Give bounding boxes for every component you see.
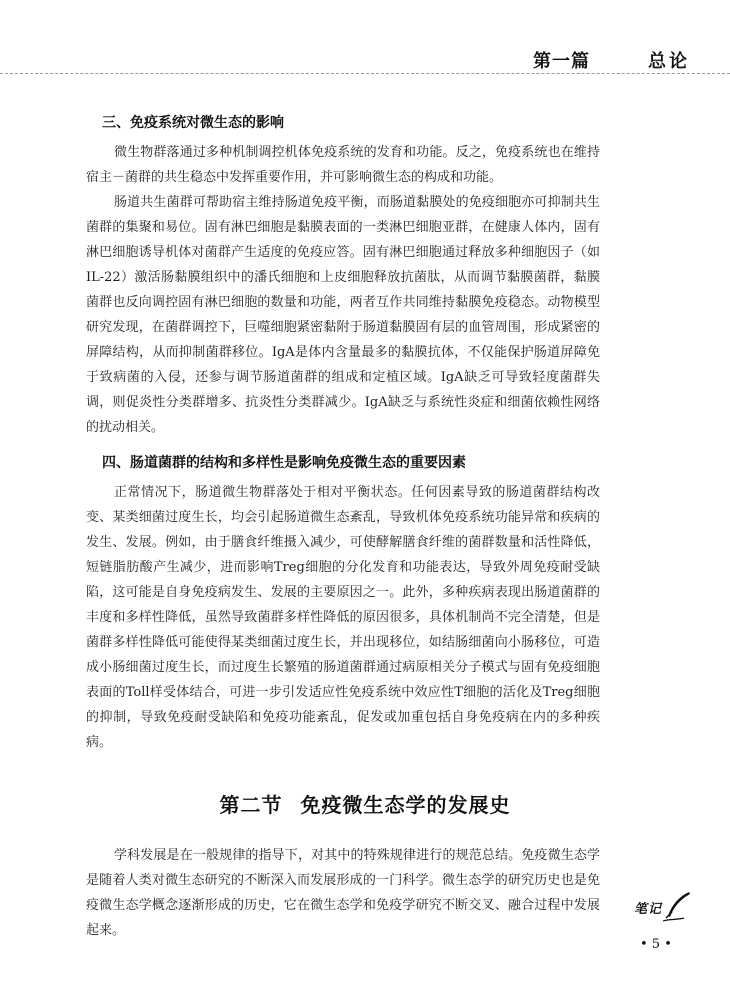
header-part: 第一篇 xyxy=(533,51,590,72)
section4-paragraph-1: 正常情况下，肠道微生物群落处于相对平衡状态。任何因素导致的肠道菌群结构改变、某类细菌过度生长，均会引起肠道微生态紊乱，导致机体免疫系统功能异常和疾病的发生、发展。例如，由于膳食纤维摄入减少，可使酵解膳食纤维的菌群数量和活性降低，短链脂肪酸产生减少，进而影响Treg细胞的分化发育和功能表达，导致外周免疫耐受缺陷，这可能是自身免疫病发生、发展的主要原因之一。此外，多种疾病表现出肠道菌群的丰度和多样性降低，虽然导致菌群多样性降低的原因很多，具体机制尚不完全清楚，但是菌群多样性降低可能使得某类细菌过度生长，并出现移位，如结肠细菌向小肠移位，可造成小肠细菌过度生长，而过度生长繁殖的肠道菌群通过病原相关分子模式与固有免疫细胞表面的Toll样受体结合，可进一步引发适应性免疫系统中效应性T细胞的活化及Treg细胞的抑制，导致免疫耐受缺陷和免疫功能紊乱，促发或加重包括自身免疫病在内的多种疾病。 xyxy=(86,485,600,750)
intro-content xyxy=(86,843,600,943)
section3-paragraph-2: 肠道共生菌群可帮助宿主维持肠道免疫平衡，而肠道黏膜处的免疫细胞亦可抑制共生菌群的集聚和易位。固有淋巴细胞是黏膜表面的一类淋巴细胞亚群，在健康人体内，固有淋巴细胞诱导机体对菌群产生适度的免疫应答。固有淋巴细胞通过释放多种细胞因子（如IL-22）激活肠黏膜组织中的潘氏细胞和上皮细胞释放抗菌肽，从而调节黏膜菌群，黏膜菌群也反向调控固有淋巴细胞的数量和功能，两者互作共同维持黏膜免疫稳态。动物模型研究发现，在菌群调控下，巨噬细胞紧密黏附于肠道黏膜固有层的血管周围，形成紧密的屏障结构，从而抑制菌群移位。IgA是体内含量最多的黏膜抗体，不仅能保护肠道屏障免于致病菌的入侵，还参与调节肠道菌群的组成和定植区域。IgA缺乏可导致轻度菌群失调，则促炎性分类群增多、抗炎性分类群减少。IgA缺乏与系统性炎症和细菌依赖性网络的扰动相关。 xyxy=(86,195,600,435)
intro-paragraph: 学科发展是在一般规律的指导下，对其中的特殊规律进行的规范总结。免疫微生态学是随着人类对微生态研究的不断深入而发展形成的一门科学。微生态学的研究历史也是免疫微生态学概念逐渐形成的历史，它在微生态学和免疫学研究不断交叉、融合过程中发展起来。 xyxy=(86,848,600,938)
section3-paragraph-1: 微生物群落通过多种机制调控机体免疫系统的发育和功能。反之，免疫系统也在维持宿主－菌群的共生稳态中发挥重要作用，并可影响微生态的构成和功能。 xyxy=(86,145,600,185)
main-content xyxy=(86,110,600,755)
section3-heading: 三、免疫系统对微生态的影响 xyxy=(102,115,284,131)
header-divider xyxy=(0,73,730,74)
section4-heading: 四、肠道菌群的结构和多样性是影响免疫微生态的重要因素 xyxy=(102,455,466,471)
page-header xyxy=(0,0,730,78)
quill-pen-icon xyxy=(662,890,692,922)
page-number: • 5 • xyxy=(640,937,672,952)
header-title: 总论 xyxy=(648,51,690,72)
section-title-text: 免疫微生态学的发展史 xyxy=(300,793,511,817)
notes-label: 笔记 xyxy=(634,902,663,917)
section-number: 第二节 xyxy=(219,793,283,817)
notes-marker xyxy=(632,890,696,926)
section-title xyxy=(0,789,730,818)
